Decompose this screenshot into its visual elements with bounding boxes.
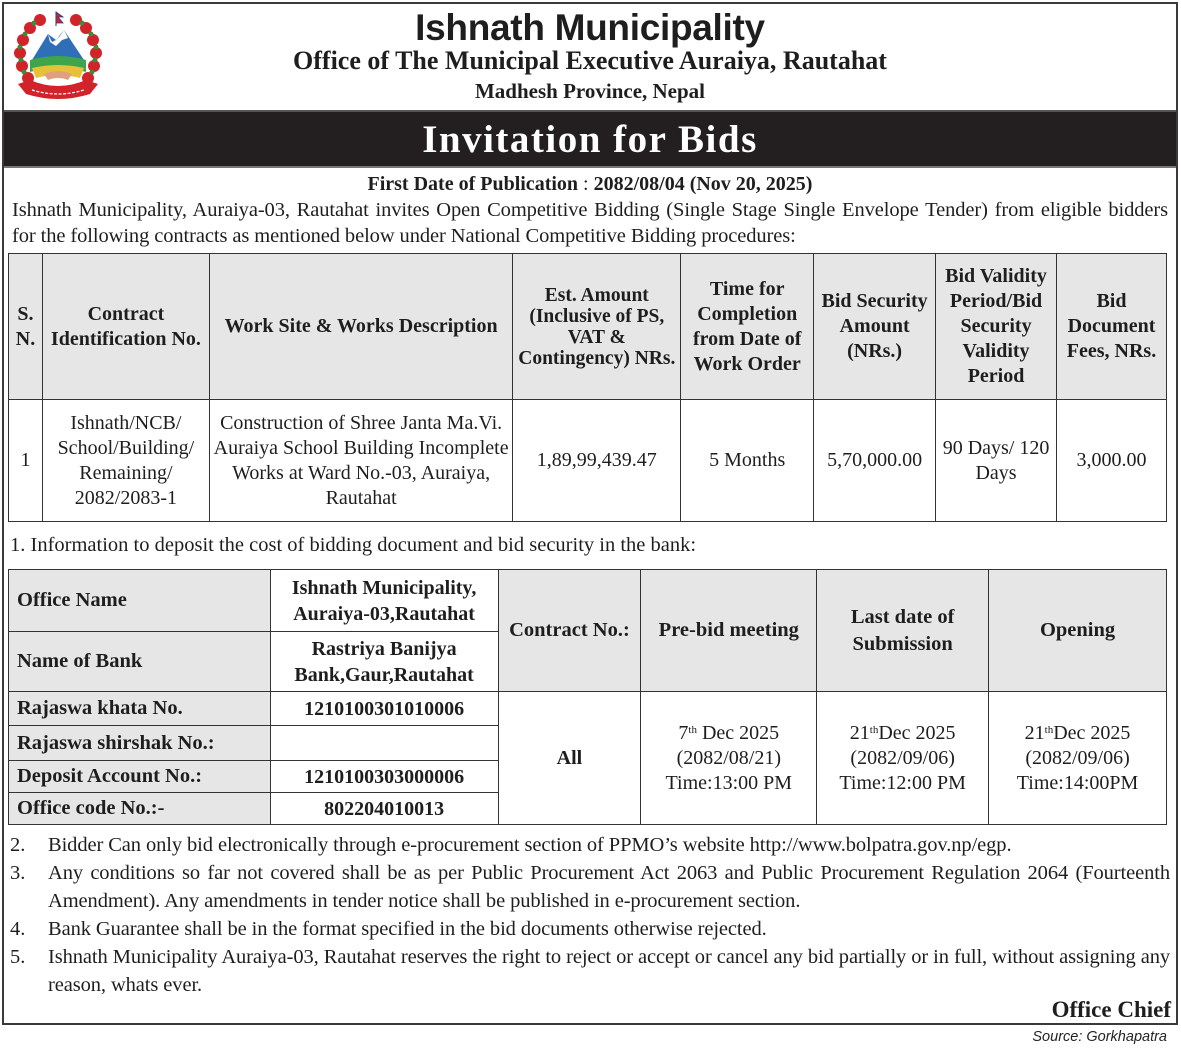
opening-header: Opening bbox=[989, 570, 1167, 692]
note-number: 3. bbox=[10, 862, 26, 884]
bank-info-table bbox=[8, 569, 1167, 825]
header-doc-fees: Bid Document Fees, NRs. bbox=[1056, 254, 1166, 400]
prebid-meeting-schedule bbox=[641, 692, 817, 825]
prebid-bs-date: (2082/08/21) bbox=[676, 746, 782, 769]
prebid-time: Time:13:00 PM bbox=[665, 771, 793, 794]
header-bid-security: Bid Security Amount (NRs.) bbox=[814, 254, 936, 400]
header-work-site: Work Site & Works Description bbox=[209, 254, 512, 400]
bank-row-rajaswa-khata bbox=[9, 692, 1167, 726]
bank-name-label: Name of Bank bbox=[9, 632, 271, 692]
prebid-meeting-header: Pre-bid meeting bbox=[641, 570, 817, 692]
contract-no-header: Contract No.: bbox=[498, 570, 641, 692]
signature: Office Chief bbox=[1051, 997, 1171, 1022]
cell-work-site: Construction of Shree Janta Ma.Vi. Auraiya School Building Incomplete Works at Ward No.-03, Auraiya, Rautahat bbox=[209, 400, 512, 522]
note-text: Bank Guarantee shall be in the format specified in the bid documents otherwise rejected. bbox=[48, 918, 767, 940]
submission-day-suffix: th bbox=[869, 723, 879, 736]
office-name-value: Ishnath Municipality, Auraiya-03,Rautahat bbox=[270, 570, 498, 632]
source-credit: Source: Gorkhapatra bbox=[1032, 1029, 1167, 1045]
prebid-day-suffix: th bbox=[688, 723, 697, 736]
deposit-account-value: 1210100303000006 bbox=[270, 761, 498, 793]
publication-date-value: 2082/08/04 (Nov 20, 2025) bbox=[593, 173, 813, 195]
header-contract-id: Contract Identification No. bbox=[42, 254, 209, 400]
rajaswa-khata-label: Rajaswa khata No. bbox=[9, 692, 271, 726]
contracts-table bbox=[8, 253, 1167, 522]
office-code-label: Office code No.:- bbox=[9, 793, 271, 825]
note-item bbox=[10, 831, 1170, 859]
cell-time-for-completion: 5 Months bbox=[681, 400, 814, 522]
submission-bs-date: (2082/09/06) bbox=[850, 746, 955, 769]
note-text: Bidder Can only bid electronically through e-procurement section of PPMO’s website http://www.bolpatra.gov.np/egp. bbox=[48, 834, 1012, 856]
deposit-account-label: Deposit Account No.: bbox=[9, 761, 271, 793]
table-header-row bbox=[9, 254, 1167, 400]
submission-header: Last date of Submission bbox=[817, 570, 989, 692]
contract-no-value: All bbox=[498, 692, 641, 825]
cell-est-amount: 1,89,99,439.47 bbox=[513, 400, 681, 522]
opening-bs-date: (2082/09/06) bbox=[1025, 746, 1130, 769]
note-number: 4. bbox=[10, 918, 26, 940]
office-name-label: Office Name bbox=[9, 570, 271, 632]
bank-name-value: Rastriya Banijya Bank,Gaur,Rautahat bbox=[270, 632, 498, 692]
submission-schedule bbox=[817, 692, 989, 825]
intro-paragraph: Ishnath Municipality, Auraiya-03, Rautahat invites Open Competitive Bidding (Single Stage Single Envelope Tender) from eligible bidders for the following contracts as mentioned below under National Competitive Bidding procedures: bbox=[12, 199, 1168, 247]
rajaswa-shirshak-value bbox=[270, 726, 498, 761]
prebid-date: Dec 2025 bbox=[696, 721, 780, 744]
rajaswa-shirshak-label: Rajaswa shirshak No.: bbox=[9, 726, 271, 761]
note-text: Ishnath Municipality Auraiya-03, Rautahat reserves the right to reject or accept or cancel any bid partially or in full, without assigning any reason, whats ever. bbox=[48, 946, 1170, 996]
header-time-for-completion: Time for Completion from Date of Work Order bbox=[681, 254, 814, 400]
opening-day: 21 bbox=[1024, 721, 1045, 744]
cell-bid-security: 5,70,000.00 bbox=[814, 400, 936, 522]
note-number: 2. bbox=[10, 834, 26, 856]
submission-date: Dec 2025 bbox=[878, 721, 956, 744]
organization-name: Ishnath Municipality bbox=[415, 7, 765, 48]
header-sn: S. N. bbox=[9, 254, 43, 400]
note-number: 5. bbox=[10, 946, 26, 968]
cell-contract-id: Ishnath/NCB/ School/Building/ Remaining/ 2082/2083-1 bbox=[42, 400, 209, 522]
note-item bbox=[10, 859, 1170, 915]
note-text: Any conditions so far not covered shall be as per Public Procurement Act 2063 and Public Procurement Regulation 2064 (Fourteenth Amendment). Any amendments in tender notice shall be published in e-procurement section. bbox=[48, 862, 1170, 912]
province: Madhesh Province, Nepal bbox=[474, 79, 706, 103]
bank-row-office-name bbox=[9, 570, 1167, 632]
submission-day: 21 bbox=[849, 721, 870, 744]
notice-title: Invitation for Bids bbox=[4, 112, 1176, 168]
opening-date: Dec 2025 bbox=[1053, 721, 1131, 744]
office-code-value: 802204010013 bbox=[270, 793, 498, 825]
table-row bbox=[9, 400, 1167, 522]
note-item bbox=[10, 943, 1170, 999]
header-validity-period: Bid Validity Period/Bid Security Validity Period bbox=[936, 254, 1057, 400]
rajaswa-khata-value: 1210100301010006 bbox=[270, 692, 498, 726]
cell-validity-period: 90 Days/ 120 Days bbox=[936, 400, 1057, 522]
notice-header bbox=[4, 4, 1176, 112]
prebid-day: 7 bbox=[678, 721, 689, 744]
cell-sn: 1 bbox=[9, 400, 43, 522]
header-est-amount: Est. Amount (Inclusive of PS, VAT & Contingency) NRs. bbox=[513, 254, 681, 400]
publication-date bbox=[4, 171, 1176, 197]
office-name: Office of The Municipal Executive Auraiya, Rautahat bbox=[293, 46, 887, 75]
notes-list bbox=[10, 831, 1170, 999]
note-item bbox=[10, 915, 1170, 943]
submission-time: Time:12:00 PM bbox=[839, 771, 966, 794]
opening-schedule bbox=[989, 692, 1167, 825]
opening-day-suffix: th bbox=[1044, 723, 1054, 736]
publication-date-separator: : bbox=[578, 173, 594, 195]
opening-time: Time:14:00PM bbox=[1016, 771, 1139, 794]
publication-date-label: First Date of Publication bbox=[367, 173, 579, 195]
cell-doc-fees: 3,000.00 bbox=[1056, 400, 1166, 522]
bank-info-label: 1. Information to deposit the cost of bidding document and bid security in the bank: bbox=[10, 534, 697, 556]
